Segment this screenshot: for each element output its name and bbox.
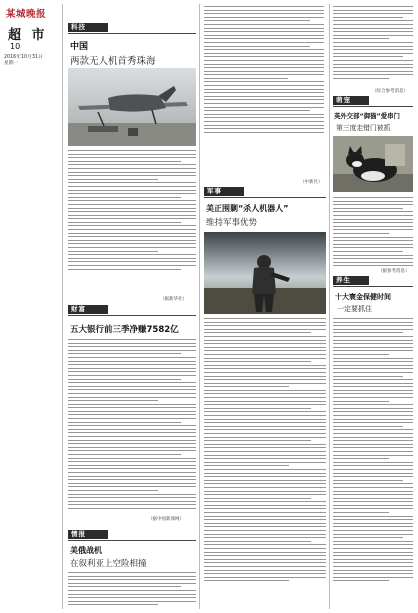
finance-source: （据中国新闻网）: [148, 517, 184, 522]
cat-kicker: 英外交部“御猫”爱串门: [334, 112, 400, 120]
day-line: 星期一: [4, 61, 19, 66]
rule: [68, 540, 196, 541]
health-kicker: 十大寰金保健时间: [335, 293, 391, 301]
section-label-health: 养生: [336, 276, 351, 284]
section-bar-intel: [68, 530, 108, 539]
soldier-photo: [204, 232, 326, 314]
drone-kicker: 中国: [70, 42, 89, 52]
health-body-text: [333, 318, 413, 584]
drone-body-text: [68, 150, 196, 272]
section-bar-pets: [333, 96, 369, 105]
robot-kicker: 美正围剿“杀人机器人”: [206, 204, 289, 213]
health-headline: 一定要抓住: [337, 305, 372, 313]
rule: [68, 33, 196, 34]
section-bar-military: [204, 187, 244, 196]
page-number: 10: [10, 42, 21, 51]
right-top-source: （综合参考消息）: [372, 89, 408, 94]
fighter-headline: 在叙利亚上空险相撞: [70, 559, 147, 569]
robot-body-text: [204, 318, 326, 584]
column-divider: [62, 4, 63, 609]
rule: [333, 286, 413, 287]
robot-top-source: （中新社）: [300, 180, 323, 185]
column-divider: [199, 4, 200, 609]
right-top-text: [333, 6, 413, 81]
rule: [68, 315, 196, 316]
drone-headline: 两款无人机首秀珠海: [70, 56, 156, 67]
column-divider: [329, 4, 330, 609]
rule: [333, 106, 413, 107]
finance-headline: 五大银行前三季净赚7582亿: [70, 325, 179, 335]
cat-body-text: [333, 197, 413, 269]
section-label-intel: 情报: [71, 530, 86, 538]
cat-photo: [333, 136, 413, 192]
section-label-pets: 萌宠: [336, 96, 351, 104]
finance-body-text: [68, 339, 196, 512]
paper-logo: 某城晚报: [6, 9, 47, 20]
section-bar-finance: [68, 305, 108, 314]
section-label-tech: 科技: [71, 23, 86, 31]
cat-headline: 第三度走错门被抓: [336, 124, 391, 132]
drone-photo: [68, 68, 196, 146]
section-title: 超 市: [8, 28, 48, 43]
section-bar-tech: [68, 23, 108, 32]
masthead: [4, 4, 60, 64]
fighter-kicker: 美俄战机: [70, 546, 102, 555]
robot-headline: 维持军事优势: [206, 218, 258, 228]
rule: [204, 197, 326, 198]
section-bar-health: [333, 276, 369, 285]
fighter-body-text: [68, 572, 196, 608]
section-label-finance: 财富: [71, 305, 86, 313]
cat-source: （据参考消息）: [378, 269, 410, 274]
tech-source: （据新华社）: [160, 297, 187, 302]
tech-continued-text: [204, 6, 324, 135]
section-label-military: 军事: [207, 187, 222, 195]
date-line: 2016年10月31日: [4, 55, 43, 60]
